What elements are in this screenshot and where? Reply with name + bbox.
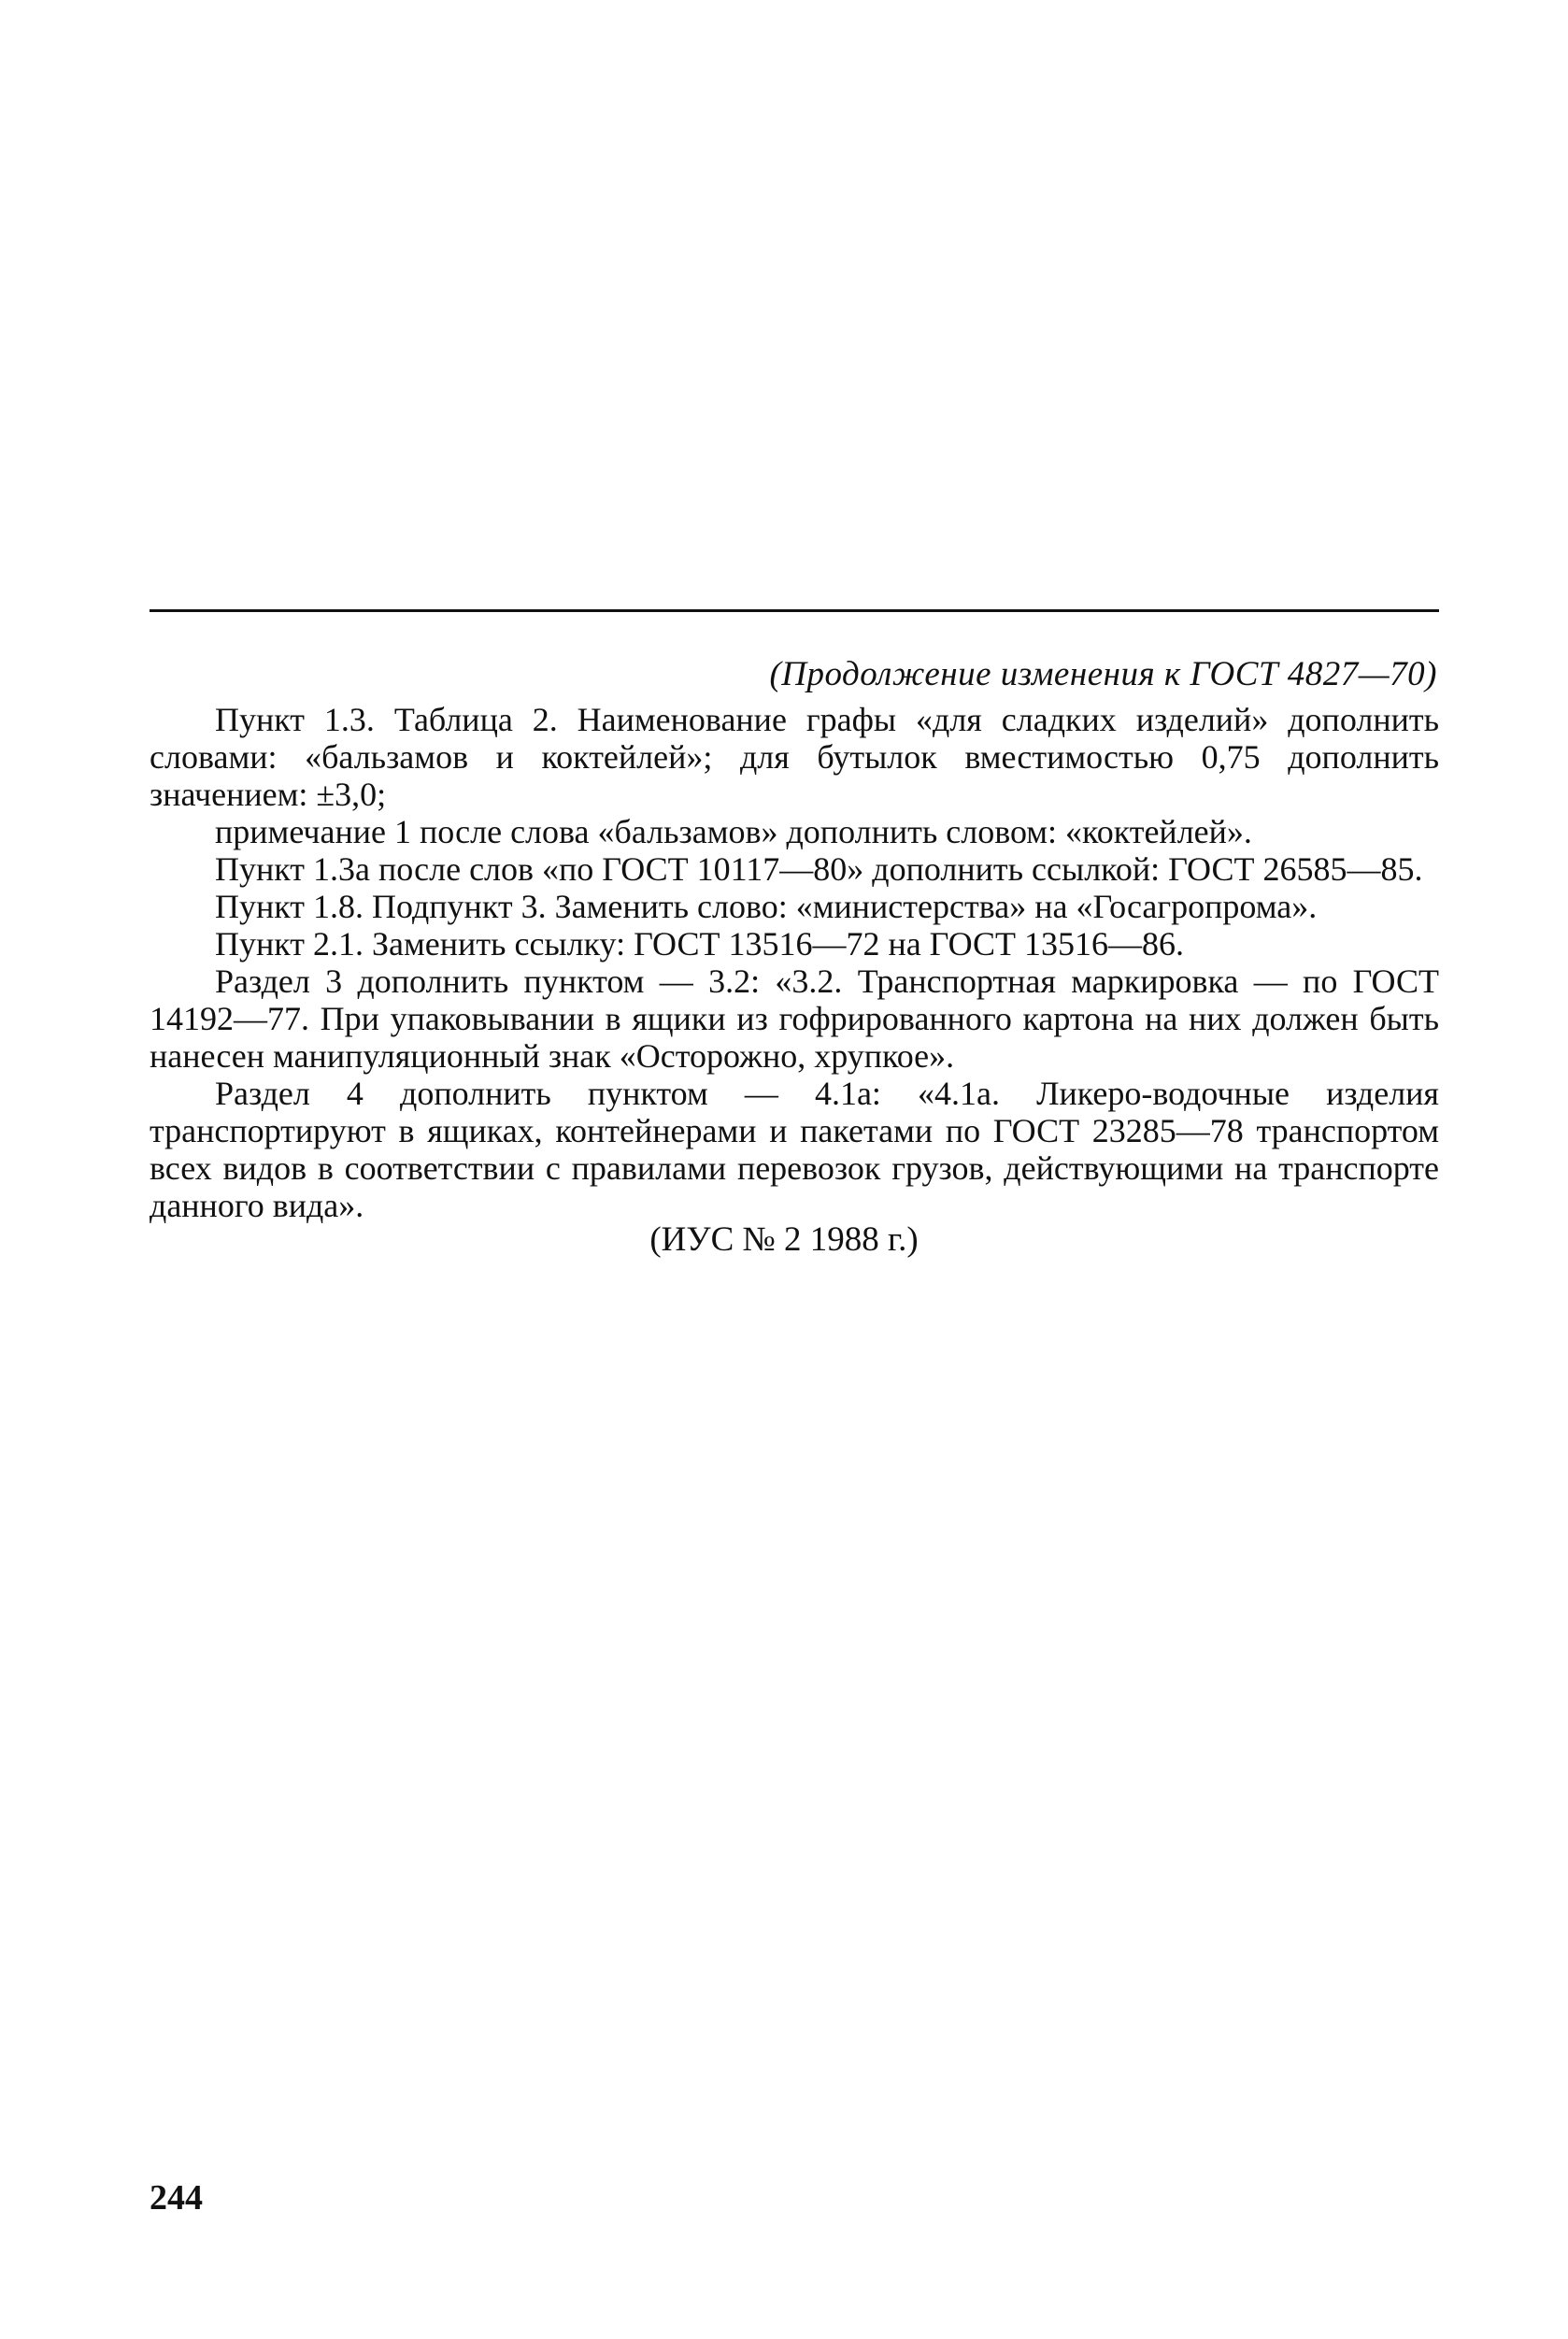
continuation-header: (Продолжение изменения к ГОСТ 4827—70) xyxy=(769,655,1437,693)
page-number: 244 xyxy=(150,2178,203,2218)
paragraph: примечание 1 после слова «бальзамов» дополнить словом: «коктейлей». xyxy=(215,813,1252,850)
paragraph: Пункт 2.1. Заменить ссылку: ГОСТ 13516—72 на ГОСТ 13516—86. xyxy=(215,925,1185,963)
paragraph: Пункт 1.8. Подпункт 3. Заменить слово: «министерства» на «Госагропрома». xyxy=(215,888,1318,925)
paragraph: Раздел 4 дополнить пунктом — 4.1а: «4.1а. Ликеро-водочные изделия транспортируют в ящиках, контейнерами и пакетами по ГОСТ 23285—78 транспортом всех видов в соответствии с правилами перевозок грузов, действующими на транспорте данного вида». xyxy=(150,1075,1439,1224)
top-rule xyxy=(150,609,1439,612)
publication-reference: (ИУС № 2 1988 г.) xyxy=(649,1220,919,1259)
paragraph: Пункт 1.3. Таблица 2. Наименование графы «для сладких изделий» дополнить словами: «бальзамов и коктейлей»; для бутылок вместимостью 0,75 дополнить значением: ±3,0; xyxy=(150,701,1439,813)
paragraph: Раздел 3 дополнить пунктом — 3.2: «3.2. Транспортная маркировка — по ГОСТ 14192—77. При упаковывании в ящики из гофрированного картона на них должен быть нанесен манипуляционный знак «Осторожно, хрупкое». xyxy=(150,963,1439,1075)
document-body xyxy=(150,701,1439,1224)
paragraph: Пункт 1.3а после слов «по ГОСТ 10117—80» дополнить ссылкой: ГОСТ 26585—85. xyxy=(215,850,1423,888)
